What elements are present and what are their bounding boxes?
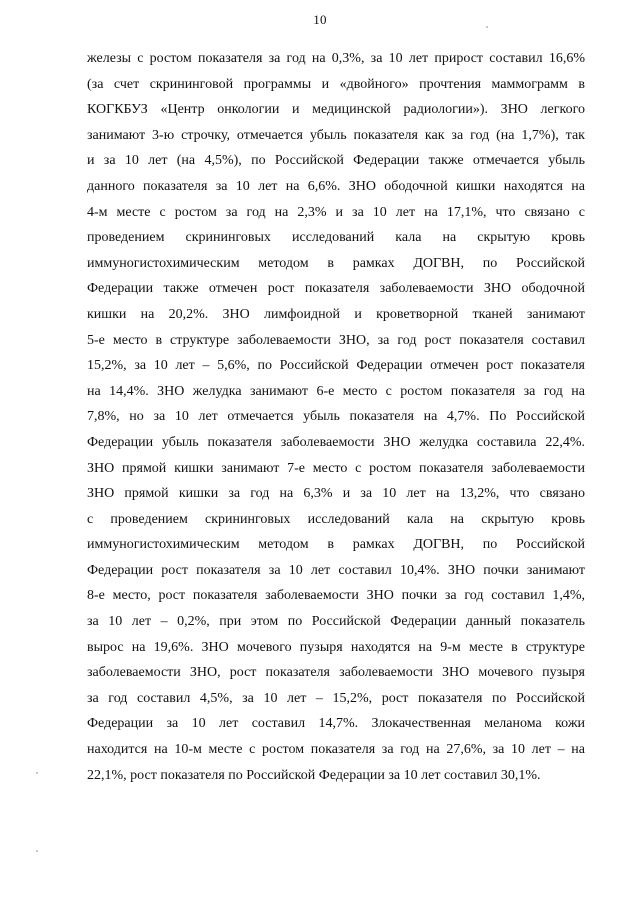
text-line: (за счет скрининговой программы и «двойного» прочтения маммограмм в <box>87 76 585 92</box>
text-line: ЗНО прямой кишки занимают 7-е место с ростом показателя заболеваемости <box>87 460 585 476</box>
text-line: 5-е место в структуре заболеваемости ЗНО, за год рост показателя составил <box>87 332 585 348</box>
text-line: КОГКБУЗ «Центр онкологии и медицинской радиологии»). ЗНО легкого <box>87 102 585 118</box>
text-line: Федерации также отмечен рост показателя заболеваемости ЗНО ободочной <box>87 281 585 297</box>
text-line: заболеваемости ЗНО, рост показателя заболеваемости ЗНО мочевого пузыря <box>87 665 585 681</box>
text-line: Федерации за 10 лет составил 14,7%. Злокачественная меланома кожи <box>87 716 585 732</box>
text-line: 15,2%, за 10 лет – 5,6%, по Российской Федерации отмечен рост показателя <box>87 358 585 374</box>
text-line: за 10 лет – 0,2%, при этом по Российской Федерации данный показатель <box>87 614 585 630</box>
text-line: и за 10 лет (на 4,5%), по Российской Федерации также отмечается убыль <box>87 153 585 169</box>
text-line: 4-м месте с ростом за год на 2,3% и за 10 лет на 17,1%, что связано с <box>87 204 585 220</box>
text-line: на 14,4%. ЗНО желудка занимают 6-е место с ростом показателя за год на <box>87 383 585 399</box>
scan-speck <box>36 772 38 774</box>
scan-speck <box>36 850 38 852</box>
text-line: вырос на 19,6%. ЗНО мочевого пузыря находятся на 9-м месте в структуре <box>87 639 585 655</box>
text-line: проведением скрининговых исследований кала на скрытую кровь <box>87 230 585 246</box>
text-line: ЗНО прямой кишки за год на 6,3% и за 10 лет на 13,2%, что связано <box>87 486 585 502</box>
text-line: занимают 3-ю строчку, отмечается убыль показателя как за год (на 1,7%), так <box>87 127 585 143</box>
text-line: железы с ростом показателя за год на 0,3%, за 10 лет прирост составил 16,6% <box>87 51 585 66</box>
text-line: 8-е место, рост показателя заболеваемости ЗНО почки за год составил 1,4%, <box>87 588 585 604</box>
text-line: 7,8%, но за 10 лет отмечается убыль показателя на 4,7%. По Российской <box>87 409 585 425</box>
text-line: данного показателя за 10 лет на 6,6%. ЗНО ободочной кишки находятся на <box>87 178 585 194</box>
text-line: иммуногистохимическим методом в рамках ДОГВН, по Российской <box>87 537 585 553</box>
page-number: 10 <box>313 12 327 27</box>
text-line: Федерации рост показателя за 10 лет составил 10,4%. ЗНО почки занимают <box>87 562 585 578</box>
text-line: кишки на 20,2%. ЗНО лимфоидной и кроветворной тканей занимают <box>87 306 585 322</box>
text-line: Федерации убыль показателя заболеваемости ЗНО желудка составила 22,4%. <box>87 434 585 450</box>
scan-speck <box>486 26 488 28</box>
body-paragraph <box>87 46 585 788</box>
text-line: за год составил 4,5%, за 10 лет – 15,2%, рост показателя по Российской <box>87 690 585 706</box>
text-line: иммуногистохимическим методом в рамках ДОГВН, по Российской <box>87 255 585 271</box>
text-line: с проведением скрининговых исследований кала на скрытую кровь <box>87 511 585 527</box>
text-line: 22,1%, рост показателя по Российской Федерации за 10 лет составил 30,1%. <box>87 767 541 783</box>
text-line: находится на 10-м месте с ростом показателя за год на 27,6%, за 10 лет – на <box>87 742 585 758</box>
